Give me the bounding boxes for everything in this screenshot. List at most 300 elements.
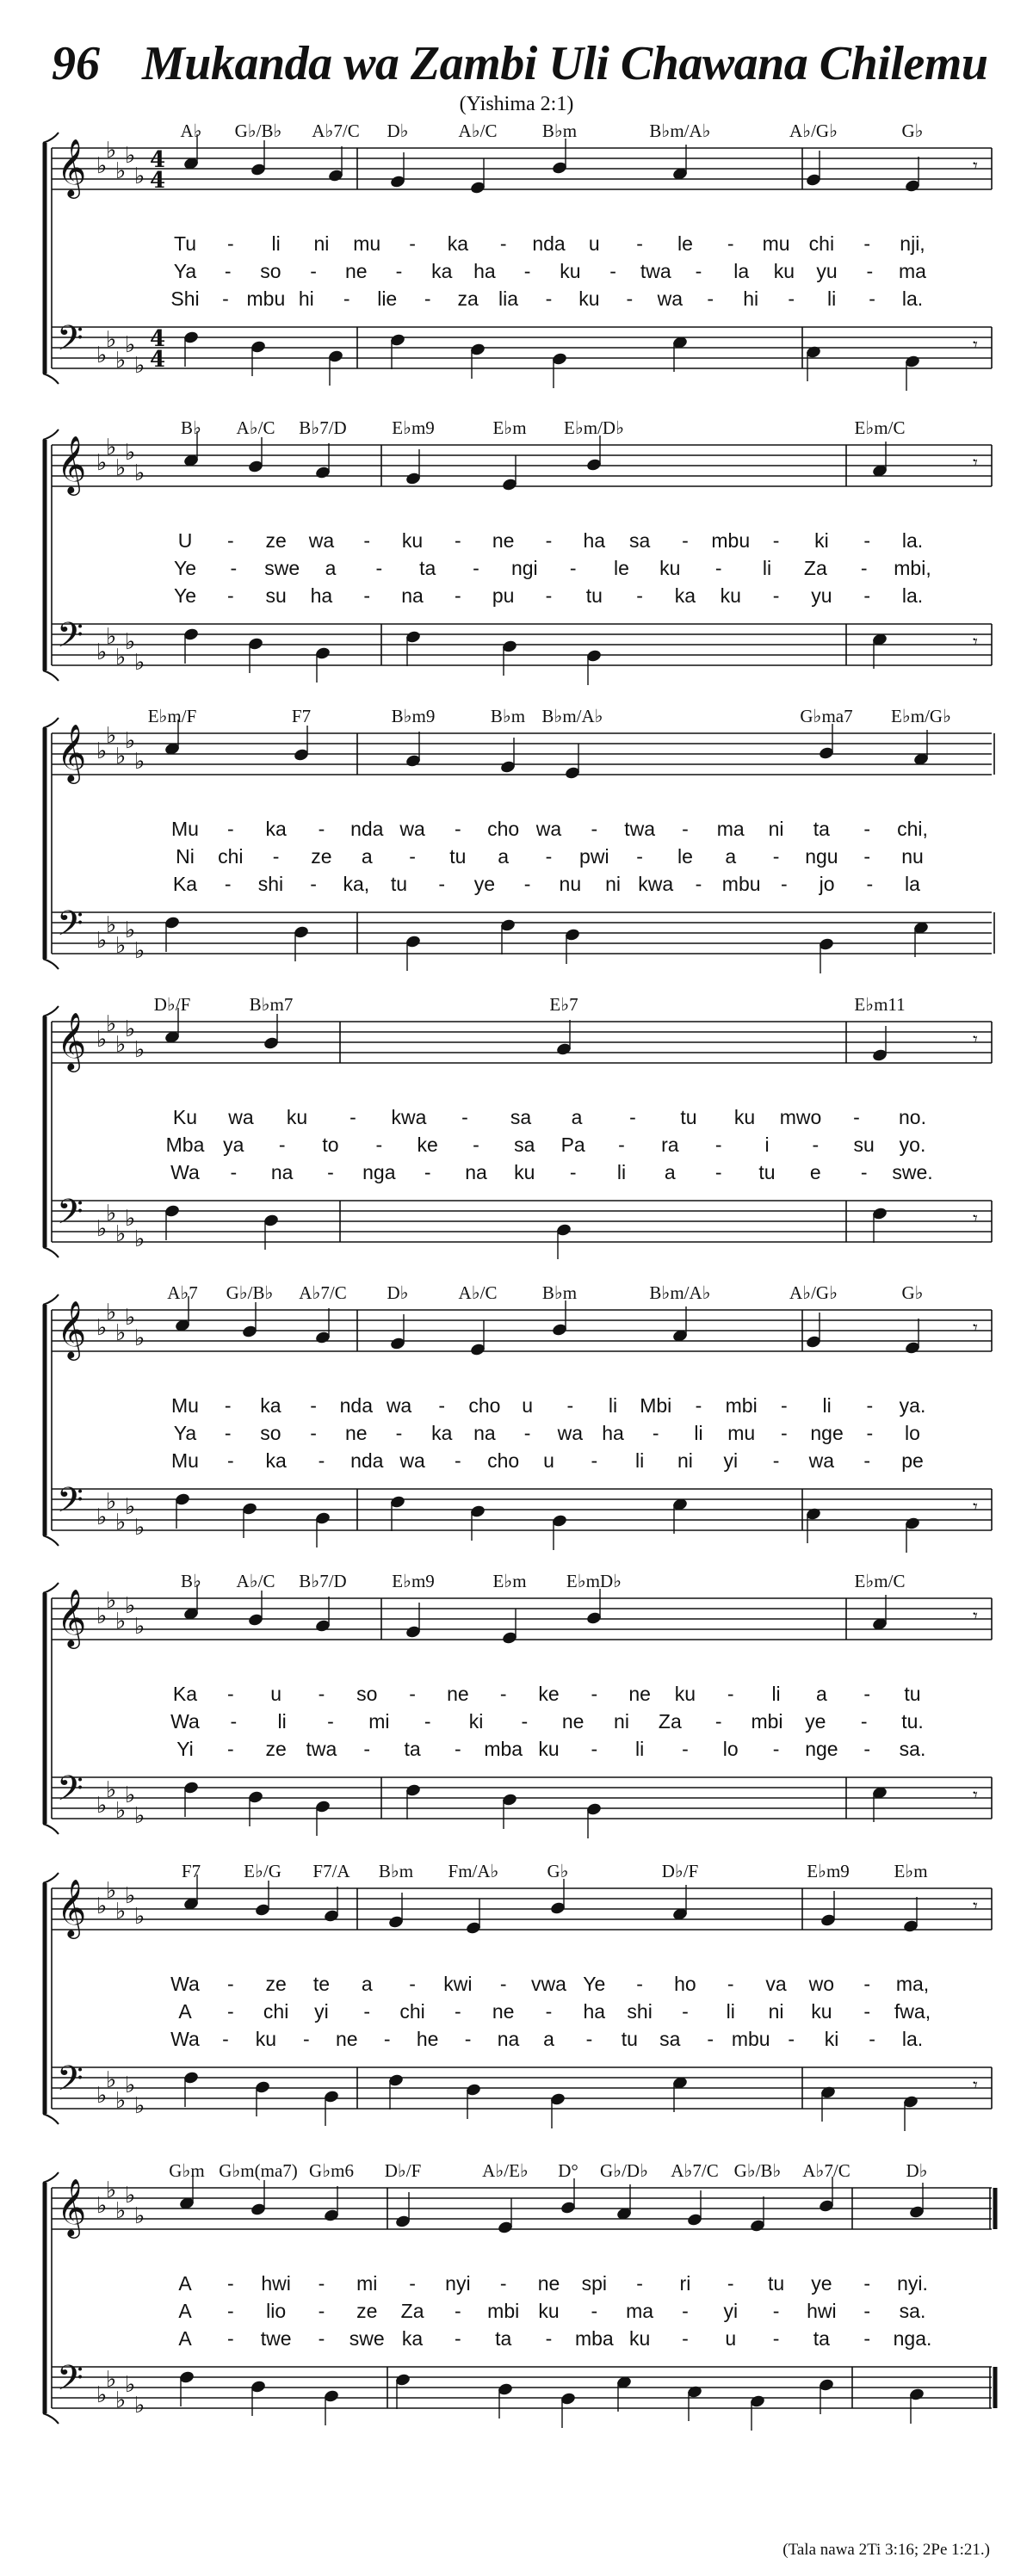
- syllable-hyphen: -: [318, 1449, 325, 1472]
- syllable-hyphen: -: [226, 818, 234, 840]
- syllable-hyphen: -: [226, 1973, 234, 1995]
- lyric-syllable: A: [178, 2000, 192, 2023]
- lyric-syllable: ye: [805, 1710, 826, 1733]
- lyric-syllable: mbu: [721, 873, 761, 895]
- chord-symbol: E♭7: [549, 994, 578, 1015]
- syllable-hyphen: -: [521, 1710, 529, 1733]
- lyric-syllable: mi: [368, 1710, 390, 1733]
- treble-staff: [52, 1888, 992, 1930]
- lyric-verse-3: [0, 1738, 1033, 1764]
- lyric-syllable: ku: [560, 260, 581, 282]
- bass-key-signature: [96, 1201, 145, 1252]
- lyric-syllable: li: [277, 1710, 287, 1733]
- lyric-syllable: hi: [298, 287, 314, 310]
- svg-text:♭: ♭: [125, 143, 136, 169]
- lyric-syllable: yu: [811, 584, 832, 607]
- bass-clef-icon: 𝄢: [57, 1192, 84, 1240]
- svg-text:♭: ♭: [115, 455, 127, 481]
- syllable-hyphen: -: [409, 2272, 416, 2295]
- svg-text:♭: ♭: [106, 1201, 117, 1226]
- bass-staff: [52, 2367, 992, 2408]
- lyric-syllable: ke: [417, 1134, 438, 1156]
- syllable-hyphen: -: [455, 1449, 461, 1472]
- svg-text:♭: ♭: [106, 1777, 117, 1803]
- syllable-hyphen: -: [226, 2327, 234, 2350]
- syllable-hyphen: -: [727, 1683, 734, 1705]
- eighth-rest-icon: 𝄾: [973, 1029, 978, 1051]
- treble-key-signature: [96, 1011, 145, 1063]
- eighth-rest-icon: 𝄾: [973, 1896, 978, 1918]
- treble-staff: [52, 733, 992, 775]
- lyric-syllable: ku: [401, 529, 424, 552]
- svg-text:♭: ♭: [106, 1011, 117, 1037]
- lyric-verse-1: [0, 529, 1033, 555]
- lyric-syllable: nu: [559, 873, 582, 895]
- lyric-syllable: Za: [400, 2300, 424, 2322]
- lyric-verse-2: [0, 260, 1033, 286]
- bass-key-signature: [96, 327, 145, 379]
- lyric-syllable: la.: [901, 2028, 924, 2050]
- syllable-hyphen: -: [226, 1738, 234, 1760]
- chord-symbol: G♭/B♭: [226, 1282, 274, 1303]
- syllable-hyphen: -: [363, 584, 371, 607]
- lyric-syllable: ze: [356, 2300, 378, 2322]
- lyric-syllable: na: [465, 1161, 487, 1183]
- syllable-hyphen: -: [375, 1134, 383, 1156]
- svg-text:♭: ♭: [115, 1798, 127, 1824]
- syllable-hyphen: -: [224, 873, 232, 895]
- svg-text:♭: ♭: [96, 1216, 108, 1242]
- treble-clef-icon: 𝄞: [57, 2178, 87, 2236]
- syllable-hyphen: -: [473, 1134, 479, 1156]
- syllable-hyphen: -: [869, 287, 875, 310]
- lyric-syllable: to: [322, 1134, 339, 1156]
- lyric-syllable: li: [762, 557, 772, 579]
- syllable-hyphen: -: [222, 2028, 229, 2050]
- svg-text:♭: ♭: [96, 2193, 108, 2219]
- lyric-syllable: li: [635, 1738, 645, 1760]
- lyric-syllable: ye: [811, 2272, 832, 2295]
- syllable-hyphen: -: [863, 584, 871, 607]
- chord-symbol: B♭m/A♭: [541, 706, 603, 726]
- lyric-syllable: Mbi: [640, 1394, 672, 1417]
- svg-text:♭: ♭: [106, 1489, 117, 1515]
- bass-key-signature: [96, 912, 145, 964]
- lyric-syllable: chi,: [897, 818, 928, 840]
- lyric-syllable: su: [265, 584, 287, 607]
- lyric-syllable: swe: [349, 2327, 385, 2350]
- lyric-syllable: A: [178, 2272, 192, 2295]
- syllable-hyphen: -: [863, 232, 871, 255]
- lyric-syllable: ha: [583, 529, 606, 552]
- syllable-hyphen: -: [545, 287, 553, 310]
- svg-text:♭: ♭: [96, 450, 108, 476]
- lyric-syllable: lia: [498, 287, 519, 310]
- lyric-syllable: ze: [265, 1738, 287, 1760]
- syllable-hyphen: -: [788, 2028, 795, 2050]
- chord-symbol: D♭: [906, 2160, 928, 2181]
- lyric-syllable: ka: [674, 584, 696, 607]
- syllable-hyphen: -: [853, 1106, 860, 1128]
- chord-symbol: B♭7/D: [299, 1571, 347, 1591]
- eighth-rest-icon: 𝄾: [973, 1785, 978, 1807]
- chord-symbol: E♭mD♭: [566, 1571, 622, 1591]
- chord-symbol: B♭: [181, 417, 201, 438]
- syllable-hyphen: -: [863, 818, 871, 840]
- treble-clef-icon: 𝄞: [57, 435, 87, 493]
- svg-text:♭: ♭: [115, 158, 127, 184]
- lyric-syllable: pe: [901, 1449, 924, 1472]
- syllable-hyphen: -: [682, 2327, 689, 2350]
- chord-symbol: A♭/C: [236, 417, 275, 438]
- lyric-syllable: so: [260, 1422, 281, 1444]
- chord-symbol: A♭7/C: [671, 2160, 719, 2181]
- svg-text:4: 4: [150, 326, 166, 352]
- chord-symbol: F7: [291, 706, 312, 726]
- syllable-hyphen: -: [464, 2028, 472, 2050]
- svg-text:♭: ♭: [115, 645, 127, 670]
- lyric-verse-3: [0, 873, 1033, 899]
- lyric-syllable: ku: [286, 1106, 308, 1128]
- syllable-hyphen: -: [224, 1422, 232, 1444]
- syllable-hyphen: -: [409, 1973, 416, 1995]
- lyric-syllable: li: [271, 232, 281, 255]
- lyric-syllable: pu: [492, 584, 515, 607]
- syllable-hyphen: -: [863, 2000, 871, 2023]
- music-system: [0, 1571, 1033, 1855]
- syllable-hyphen: -: [363, 2000, 371, 2023]
- lyric-syllable: cho: [487, 818, 520, 840]
- svg-text:♭: ♭: [115, 1510, 127, 1535]
- lyric-syllable: ka: [265, 818, 287, 840]
- syllable-hyphen: -: [714, 1161, 722, 1183]
- svg-text:♭: ♭: [125, 1883, 136, 1909]
- lyric-syllable: ne: [345, 1422, 368, 1444]
- lyric-syllable: fwa,: [894, 2000, 931, 2023]
- lyric-syllable: ku: [674, 1683, 696, 1705]
- svg-text:♭: ♭: [134, 1515, 145, 1541]
- svg-text:♭: ♭: [106, 2178, 117, 2203]
- lyric-verse-1: [0, 1973, 1033, 1998]
- lyric-syllable: ri: [679, 2272, 691, 2295]
- lyric-syllable: ka: [260, 1394, 281, 1417]
- lyric-syllable: yu: [816, 260, 838, 282]
- lyric-syllable: Tu: [174, 232, 196, 255]
- lyric-syllable: la: [733, 260, 750, 282]
- lyric-syllable: a: [325, 557, 337, 579]
- lyric-syllable: mbi: [487, 2300, 520, 2322]
- lyric-syllable: chi: [263, 2000, 289, 2023]
- lyric-syllable: za: [457, 287, 479, 310]
- treble-time-signature: [150, 147, 165, 194]
- syllable-hyphen: -: [788, 287, 795, 310]
- syllable-hyphen: -: [523, 873, 531, 895]
- lyric-syllable: sa: [659, 2028, 681, 2050]
- lyric-syllable: nga.: [893, 2327, 932, 2350]
- chord-symbol: B♭m/A♭: [649, 1282, 711, 1303]
- lyric-syllable: le: [614, 557, 629, 579]
- chord-symbol: E♭m11: [854, 994, 906, 1015]
- lyric-syllable: ya.: [899, 1394, 926, 1417]
- syllable-hyphen: -: [473, 557, 479, 579]
- svg-text:♭: ♭: [134, 650, 145, 676]
- svg-text:♭: ♭: [134, 749, 145, 775]
- syllable-hyphen: -: [523, 1422, 531, 1444]
- treble-clef-icon: 𝄞: [57, 138, 87, 196]
- syllable-hyphen: -: [707, 2028, 714, 2050]
- lyric-verse-2: [0, 557, 1033, 583]
- syllable-hyphen: -: [226, 2300, 234, 2322]
- svg-text:♭: ♭: [134, 1904, 145, 1930]
- chord-symbol: A♭/C: [458, 120, 498, 141]
- lyric-syllable: a: [664, 1161, 676, 1183]
- lyric-syllable: ne: [492, 529, 515, 552]
- lyric-syllable: Wa: [170, 1973, 200, 1995]
- chord-symbol: E♭m: [492, 417, 527, 438]
- svg-text:♭: ♭: [96, 343, 108, 368]
- lyric-syllable: nda: [532, 232, 566, 255]
- treble-key-signature: [96, 2178, 145, 2229]
- lyric-syllable: tu: [621, 2028, 638, 2050]
- chord-symbol: G♭: [901, 1282, 924, 1303]
- lyric-syllable: mbu: [711, 529, 751, 552]
- chord-symbol: G♭ma7: [800, 706, 853, 726]
- eighth-rest-icon: 𝄾: [973, 1497, 978, 1518]
- lyric-syllable: ha: [310, 584, 333, 607]
- lyric-syllable: ta: [813, 2327, 830, 2350]
- lyric-syllable: ne: [345, 260, 368, 282]
- chord-symbol: E♭m9: [392, 1571, 435, 1591]
- lyric-syllable: ngi: [510, 557, 538, 579]
- lyric-syllable: mu: [353, 232, 381, 255]
- syllable-hyphen: -: [363, 1738, 371, 1760]
- svg-text:♭: ♭: [134, 2203, 145, 2229]
- svg-text:♭: ♭: [125, 2183, 136, 2208]
- chord-symbol: G♭m(ma7): [219, 2160, 298, 2181]
- lyric-syllable: Ni: [176, 845, 195, 868]
- syllable-hyphen: -: [629, 1106, 636, 1128]
- lyric-syllable: a: [361, 1973, 373, 1995]
- lyric-syllable: nyi.: [897, 2272, 928, 2295]
- lyric-verse-2: [0, 845, 1033, 871]
- chord-symbol: B♭m: [490, 706, 526, 726]
- syllable-hyphen: -: [327, 1161, 334, 1183]
- lyric-syllable: ku: [628, 2327, 651, 2350]
- lyric-syllable: sa.: [899, 2300, 926, 2322]
- syllable-hyphen: -: [682, 2300, 689, 2322]
- lyric-syllable: a: [571, 1106, 583, 1128]
- syllable-hyphen: -: [626, 287, 634, 310]
- syllable-hyphen: -: [636, 232, 643, 255]
- lyric-syllable: wo: [808, 1973, 835, 1995]
- syllable-hyphen: -: [714, 1134, 722, 1156]
- chord-symbol: E♭m9: [392, 417, 435, 438]
- syllable-hyphen: -: [499, 232, 507, 255]
- syllable-hyphen: -: [409, 845, 416, 868]
- svg-text:4: 4: [150, 168, 166, 194]
- svg-text:♭: ♭: [125, 2372, 136, 2398]
- lyric-verse-1: [0, 1394, 1033, 1420]
- lyric-syllable: le: [677, 845, 693, 868]
- chord-symbol: A♭7: [167, 1282, 198, 1303]
- lyric-syllable: ku: [659, 557, 681, 579]
- lyric-syllable: wa: [399, 1449, 425, 1472]
- bass-clef-icon: 𝄢: [57, 1480, 84, 1529]
- lyric-syllable: Yi: [176, 1738, 194, 1760]
- lyric-syllable: Pa: [560, 1134, 585, 1156]
- chord-symbol: B♭m/A♭: [649, 120, 711, 141]
- lyric-syllable: mbi,: [894, 557, 931, 579]
- chord-symbol: D°: [558, 2160, 578, 2181]
- chord-symbol: E♭/G: [244, 1861, 281, 1881]
- lyric-verse-2: [0, 1710, 1033, 1736]
- svg-text:♭: ♭: [134, 1803, 145, 1829]
- lyric-syllable: ho: [674, 1973, 696, 1995]
- syllable-hyphen: -: [395, 1422, 403, 1444]
- chord-symbol: G♭: [547, 1861, 569, 1881]
- lyric-syllable: kwa: [391, 1106, 427, 1128]
- svg-text:♭: ♭: [125, 1593, 136, 1619]
- svg-text:♭: ♭: [96, 2382, 108, 2408]
- syllable-hyphen: -: [383, 2028, 391, 2050]
- lyric-syllable: ta: [404, 1738, 421, 1760]
- syllable-hyphen: -: [224, 1394, 232, 1417]
- lyric-syllable: vwa: [531, 1973, 566, 1995]
- lyric-verse-3: [0, 1449, 1033, 1475]
- syllable-hyphen: -: [395, 260, 403, 282]
- lyric-syllable: ha: [602, 1422, 624, 1444]
- bass-clef-icon: 𝄢: [57, 904, 84, 952]
- treble-staff: [52, 445, 992, 486]
- svg-text:♭: ♭: [125, 917, 136, 943]
- treble-clef-icon: 𝄞: [57, 723, 87, 781]
- eighth-rest-icon: 𝄾: [973, 156, 978, 177]
- lyric-syllable: wa: [386, 1394, 412, 1417]
- lyric-syllable: li: [608, 1394, 618, 1417]
- svg-text:♭: ♭: [125, 1016, 136, 1042]
- lyric-syllable: la: [905, 873, 920, 895]
- lyric-syllable: wa: [557, 1422, 584, 1444]
- syllable-hyphen: -: [781, 1394, 788, 1417]
- syllable-hyphen: -: [591, 818, 598, 840]
- svg-text:♭: ♭: [106, 1588, 117, 1614]
- bass-key-signature: [96, 1489, 145, 1541]
- lyric-syllable: tu.: [901, 1710, 924, 1733]
- treble-key-signature: [96, 1300, 145, 1351]
- lyric-syllable: Wa: [170, 1710, 200, 1733]
- syllable-hyphen: -: [455, 818, 461, 840]
- lyric-syllable: ku: [255, 2028, 277, 2050]
- syllable-hyphen: -: [226, 2000, 234, 2023]
- chord-symbol: G♭: [901, 120, 924, 141]
- syllable-hyphen: -: [812, 1134, 820, 1156]
- lyric-syllable: nge: [810, 1422, 844, 1444]
- lyric-syllable: Wa: [170, 2028, 200, 2050]
- svg-text:♭: ♭: [115, 1899, 127, 1924]
- chord-symbol: A♭/E♭: [482, 2160, 529, 2181]
- eighth-rest-icon: 𝄾: [973, 335, 978, 356]
- syllable-hyphen: -: [866, 1394, 874, 1417]
- lyric-syllable: ni: [614, 1710, 629, 1733]
- eighth-rest-icon: 𝄾: [973, 1606, 978, 1628]
- svg-text:♭: ♭: [134, 353, 145, 379]
- lyric-syllable: Ye: [173, 584, 197, 607]
- syllable-hyphen: -: [727, 232, 734, 255]
- chord-symbol: E♭m/C: [854, 417, 906, 438]
- bass-clef-icon: 𝄢: [57, 2358, 84, 2406]
- lyric-syllable: li: [694, 1422, 703, 1444]
- lyric-syllable: wa: [228, 1106, 254, 1128]
- syllable-hyphen: -: [409, 1683, 416, 1705]
- syllable-hyphen: -: [863, 1973, 871, 1995]
- syllable-hyphen: -: [860, 1710, 868, 1733]
- lyric-syllable: sa: [514, 1134, 535, 1156]
- lyric-syllable: va: [765, 1973, 787, 1995]
- syllable-hyphen: -: [860, 557, 868, 579]
- svg-text:♭: ♭: [106, 723, 117, 749]
- syllable-hyphen: -: [224, 260, 232, 282]
- svg-text:♭: ♭: [106, 1300, 117, 1325]
- svg-text:♭: ♭: [115, 348, 127, 374]
- lyric-syllable: ne: [492, 2000, 515, 2023]
- lyric-syllable: mbi: [725, 1394, 758, 1417]
- lyric-syllable: ku: [538, 1738, 560, 1760]
- lyric-syllable: ma,: [895, 1973, 930, 1995]
- lyric-syllable: ni: [313, 232, 330, 255]
- chord-symbol: G♭m: [169, 2160, 205, 2181]
- song-title: Mukanda wa Zambi Uli Chawana Chilemu: [142, 37, 988, 90]
- lyric-syllable: Ye: [583, 1973, 606, 1995]
- lyric-syllable: ka: [431, 1422, 453, 1444]
- syllable-hyphen: -: [318, 818, 325, 840]
- lyric-syllable: li: [771, 1683, 781, 1705]
- lyric-syllable: ne: [561, 1710, 585, 1733]
- chord-symbol: A♭7/C: [802, 2160, 851, 2181]
- syllable-hyphen: -: [409, 232, 416, 255]
- svg-text:♭: ♭: [125, 2073, 136, 2098]
- lyric-syllable: ze: [311, 845, 332, 868]
- lyric-syllable: hwi: [261, 2272, 291, 2295]
- lyric-syllable: ki: [468, 1710, 484, 1733]
- lyric-syllable: a: [498, 845, 510, 868]
- chord-symbol: A♭: [180, 120, 202, 141]
- syllable-hyphen: -: [618, 1134, 625, 1156]
- chord-symbol: B♭m7: [249, 994, 294, 1015]
- lyric-syllable: tu: [758, 1161, 776, 1183]
- song-number: 96: [52, 37, 100, 90]
- syllable-hyphen: -: [772, 1449, 780, 1472]
- syllable-hyphen: -: [866, 260, 874, 282]
- lyric-syllable: nda: [350, 818, 384, 840]
- lyric-syllable: na: [497, 2028, 520, 2050]
- syllable-hyphen: -: [695, 1394, 702, 1417]
- lyric-syllable: tu: [449, 845, 467, 868]
- lyric-syllable: swe: [264, 557, 300, 579]
- syllable-hyphen: -: [327, 1710, 334, 1733]
- syllable-hyphen: -: [318, 2300, 325, 2322]
- svg-text:♭: ♭: [115, 2388, 127, 2413]
- chord-symbol: A♭/C: [236, 1571, 275, 1591]
- lyric-syllable: Ku: [172, 1106, 198, 1128]
- lyric-syllable: tu: [390, 873, 408, 895]
- lyric-verse-2: [0, 1134, 1033, 1159]
- lyric-syllable: i: [764, 1134, 770, 1156]
- lyric-syllable: pwi: [579, 845, 609, 868]
- lyric-syllable: a: [725, 845, 737, 868]
- syllable-hyphen: -: [569, 1161, 577, 1183]
- lyric-syllable: tu: [767, 2272, 785, 2295]
- svg-text:♭: ♭: [115, 744, 127, 769]
